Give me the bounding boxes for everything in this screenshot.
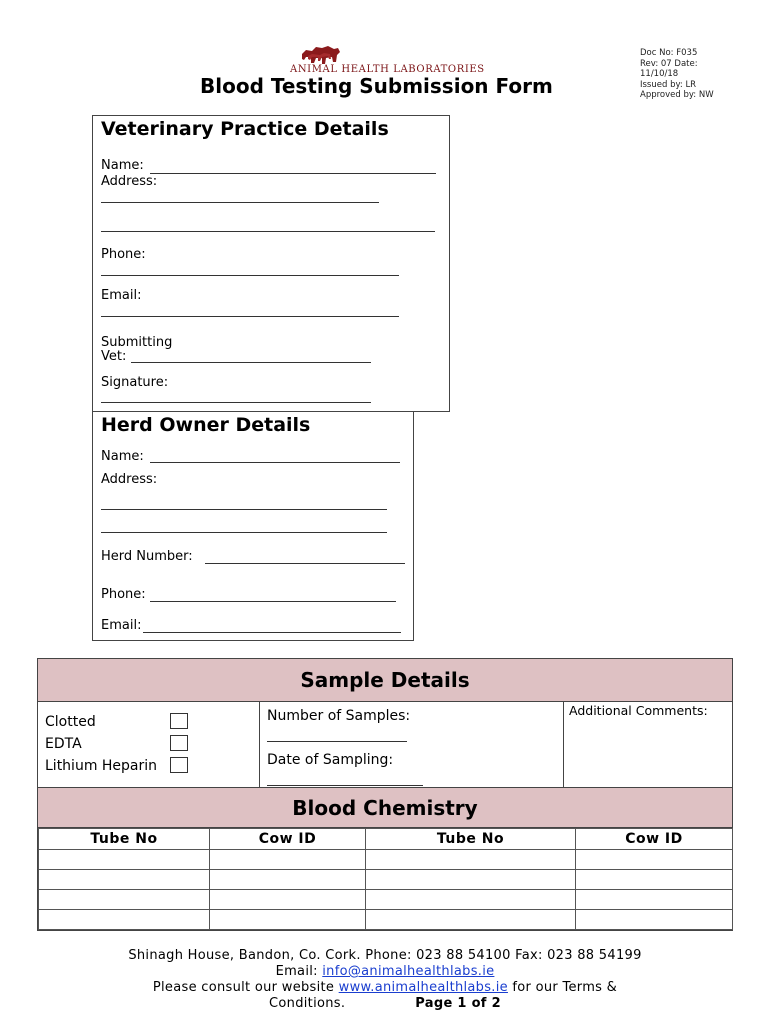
form-title: Blood Testing Submission Form [200,74,553,98]
divider [259,702,260,787]
email-link[interactable]: info@animalhealthlabs.ie [322,964,495,979]
column-header-tube-no: Tube No [366,829,576,850]
clotted-checkbox[interactable] [170,713,188,729]
herd-address-field-1[interactable] [101,509,387,510]
submitting-vet-label-2: Vet: [101,349,127,364]
edta-checkbox[interactable] [170,735,188,751]
table-cell[interactable] [576,910,733,930]
vet-name-field[interactable] [150,173,436,174]
herd-number-field[interactable] [205,563,405,564]
vet-address-field-1[interactable] [101,202,379,203]
vet-email-label: Email: [101,288,142,303]
column-header-cow-id: Cow ID [210,829,366,850]
table-cell[interactable] [576,870,733,890]
table-cell[interactable] [210,870,366,890]
tube-type-clotted-label: Clotted [45,714,96,730]
table-header-row [39,829,733,850]
herd-phone-label: Phone: [101,587,146,602]
date-of-sampling-label: Date of Sampling: [267,752,394,768]
footer-website-line [0,980,770,996]
doc-date: 11/10/18 [640,69,679,79]
vet-section-title: Veterinary Practice Details [101,118,389,140]
doc-issued-by: Issued by: LR [640,79,697,90]
table-cell[interactable] [576,850,733,870]
footer-address: Shinagh House, Bandon, Co. Cork. Phone: 023 88 54100 Fax: 023 88 54199 [128,948,642,963]
submitting-vet-label-1: Submitting [101,335,173,350]
footer-website-prefix: Please consult our website [152,980,339,995]
herd-section-title: Herd Owner Details [101,414,311,436]
doc-revision: Rev: 07 Date: [640,58,698,69]
tube-type-edta-label: EDTA [45,736,82,752]
sample-details-title: Sample Details [38,659,732,702]
sample-details-section [37,658,733,788]
table-cell[interactable] [366,890,576,910]
herd-name-label: Name: [101,449,144,464]
herd-phone-field[interactable] [150,601,396,602]
table-cell[interactable] [366,850,576,870]
footer-email-prefix: Email: [275,964,323,979]
doc-number: Doc No: F035 [640,48,698,58]
tube-type-lithium-heparin-label: Lithium Heparin [45,758,158,774]
vet-address-label: Address: [101,174,158,189]
table-cell[interactable] [39,850,210,870]
date-of-sampling-field[interactable] [267,785,423,786]
table-cell[interactable] [366,910,576,930]
table-cell[interactable] [366,870,576,890]
table-cell[interactable] [210,910,366,930]
doc-approved-by: Approved by: NW [640,90,714,100]
table-cell[interactable] [576,890,733,910]
column-header-tube-no: Tube No [39,829,210,850]
blood-chemistry-section [37,787,733,931]
document-info [640,48,730,100]
vet-signature-label: Signature: [101,375,169,390]
table-cell[interactable] [210,850,366,870]
herd-email-label: Email: [101,618,142,633]
column-header-cow-id: Cow ID [576,829,733,850]
submitting-vet-field[interactable] [131,362,371,363]
vet-email-field[interactable] [101,316,399,317]
table-row [39,890,733,910]
page-footer [0,948,770,1012]
herd-email-field[interactable] [143,632,401,633]
footer-website-suffix: for our Terms & [507,980,618,995]
vet-phone-field[interactable] [101,275,399,276]
table-cell[interactable] [39,890,210,910]
table-cell[interactable] [210,890,366,910]
lithium-heparin-checkbox[interactable] [170,757,188,773]
vet-phone-label: Phone: [101,247,146,262]
table-cell[interactable] [39,910,210,930]
table-row [39,870,733,890]
table-row [39,850,733,870]
herd-owner-section [92,411,414,641]
vet-address-field-2[interactable] [101,231,435,232]
herd-address-field-2[interactable] [101,532,387,533]
page-number: Page 1 of 2 [415,996,501,1011]
number-of-samples-field[interactable] [267,741,407,742]
vet-signature-field[interactable] [101,402,371,403]
additional-comments-field[interactable] [564,721,732,785]
herd-name-field[interactable] [150,462,400,463]
logo-text: ANIMAL HEALTH LABORATORIES [290,64,485,75]
blood-chemistry-table [38,828,733,930]
blood-chemistry-title: Blood Chemistry [38,788,732,828]
table-row [39,910,733,930]
herd-number-label: Herd Number: [101,549,193,564]
website-link[interactable]: www.animalhealthlabs.ie [338,980,508,995]
herd-address-label: Address: [101,472,158,487]
table-cell[interactable] [39,870,210,890]
footer-conditions: Conditions. [269,996,346,1011]
number-of-samples-label: Number of Samples: [267,708,411,724]
additional-comments-label: Additional Comments: [569,703,708,718]
vet-name-label: Name: [101,158,144,173]
footer-email-line [0,964,770,980]
footer-last-line [0,996,770,1012]
veterinary-practice-section [92,115,450,412]
